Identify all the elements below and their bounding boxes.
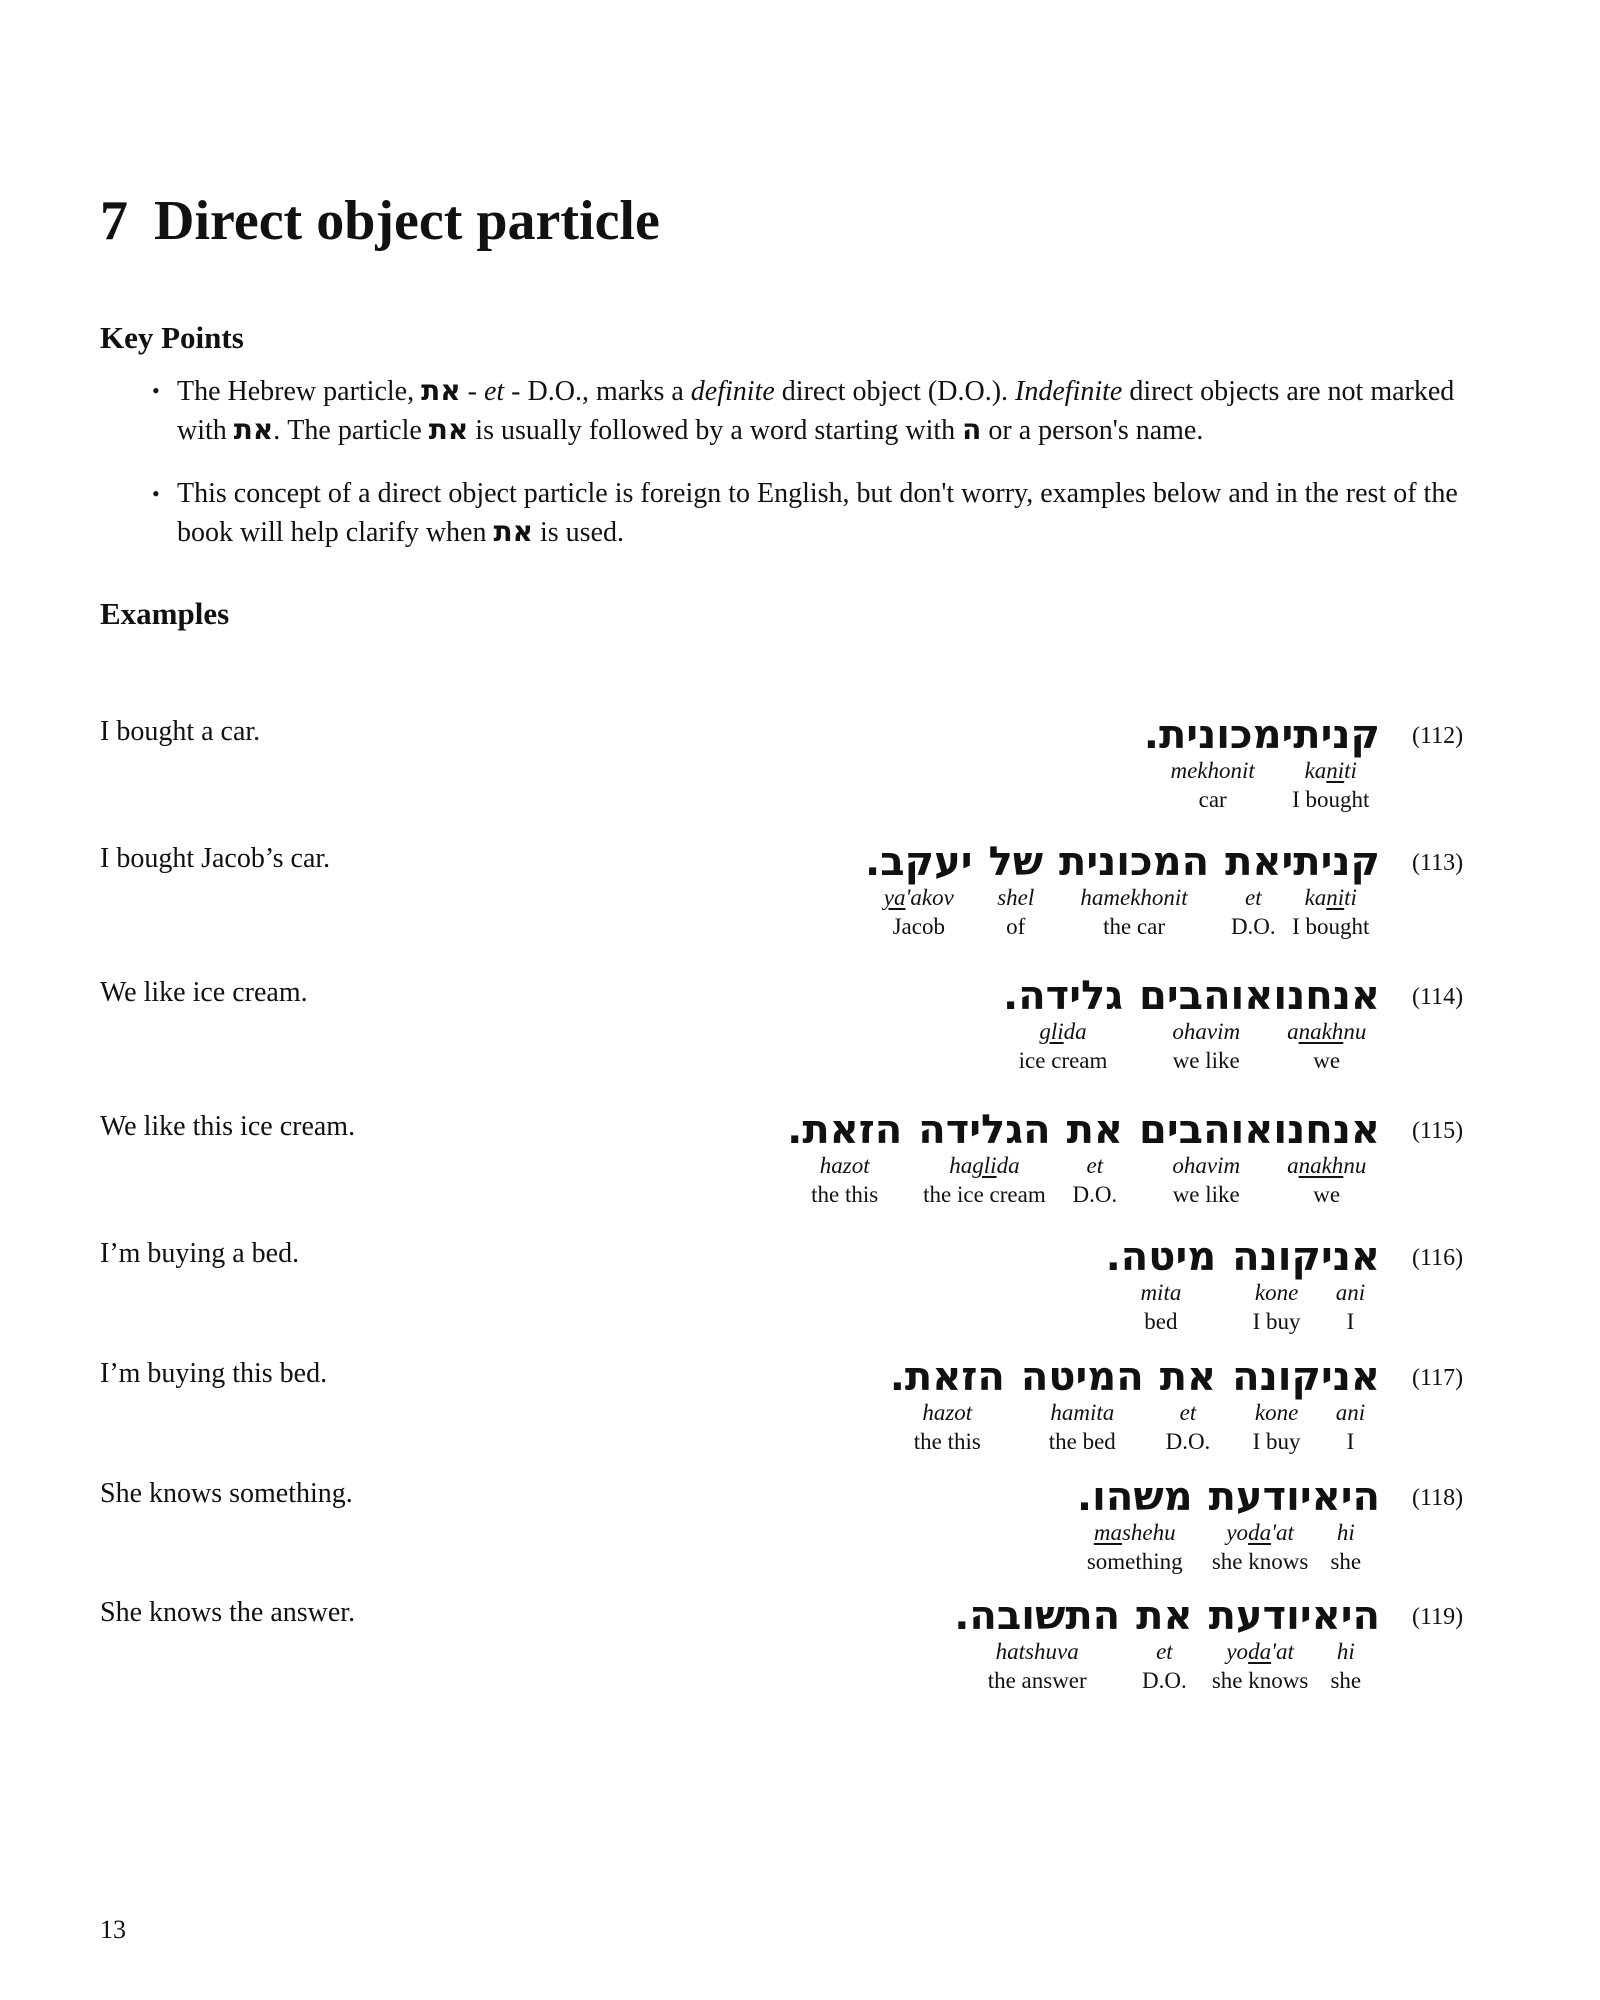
transliteration bbox=[1337, 1519, 1355, 1546]
gloss-word bbox=[1273, 974, 1380, 1076]
interlinear-gloss bbox=[987, 974, 1380, 1076]
transliteration-pre: a bbox=[1287, 1153, 1299, 1178]
gloss-word bbox=[1003, 974, 1123, 1076]
example-number: (117) bbox=[1412, 1365, 1464, 1391]
english-gloss: I buy bbox=[1252, 1429, 1301, 1454]
gloss-word bbox=[1136, 1594, 1192, 1696]
hebrew-word: קניתי bbox=[1281, 712, 1380, 758]
hebrew-word: התשובה. bbox=[954, 1593, 1121, 1639]
hebrew-word: הגלידה bbox=[918, 1107, 1051, 1153]
english-gloss: we bbox=[1313, 1048, 1341, 1073]
hebrew-word: המיטה bbox=[1020, 1354, 1144, 1400]
english-gloss: we like bbox=[1172, 1048, 1240, 1073]
gloss-word bbox=[1209, 1475, 1312, 1577]
english-gloss: the this bbox=[913, 1429, 981, 1454]
english-gloss: she knows bbox=[1211, 1549, 1309, 1574]
transliteration-stress: nakh bbox=[1298, 1153, 1344, 1178]
transliteration-pre: ohavim bbox=[1172, 1019, 1241, 1044]
english-gloss: she bbox=[1330, 1549, 1362, 1574]
english-gloss: I buy bbox=[1252, 1309, 1301, 1334]
gloss-word bbox=[1139, 974, 1273, 1076]
gloss-word bbox=[1160, 1355, 1216, 1457]
english-gloss: something bbox=[1086, 1549, 1183, 1574]
chapter-number: 7 bbox=[100, 190, 128, 252]
english-gloss: I bbox=[1346, 1429, 1355, 1454]
example-english: I’m buying a bed. bbox=[100, 1238, 300, 1269]
english-gloss: I bbox=[1346, 1309, 1355, 1334]
transliteration-pre: kone bbox=[1254, 1400, 1299, 1425]
gloss-word bbox=[1232, 1235, 1321, 1337]
bullet-icon: • bbox=[152, 481, 160, 506]
gloss-word bbox=[1059, 840, 1209, 942]
hebrew-word: קונה bbox=[1232, 1234, 1321, 1280]
hebrew-word: קניתי bbox=[1281, 839, 1380, 885]
transliteration bbox=[1305, 757, 1357, 784]
english-gloss: the ice cream bbox=[923, 1182, 1046, 1207]
hebrew-word: משהו. bbox=[1076, 1474, 1193, 1520]
transliteration-pre: hazot bbox=[819, 1153, 870, 1178]
interlinear-gloss bbox=[1061, 1475, 1380, 1577]
transliteration bbox=[1140, 1279, 1181, 1306]
transliteration bbox=[1156, 1638, 1173, 1665]
transliteration bbox=[1170, 757, 1254, 784]
gloss-word bbox=[989, 840, 1044, 942]
example-number: (119) bbox=[1412, 1604, 1464, 1630]
gloss-word bbox=[1144, 713, 1282, 815]
transliteration-stress: da bbox=[1248, 1639, 1272, 1664]
transliteration-stress: ma bbox=[1093, 1520, 1122, 1545]
gloss-word bbox=[1139, 1108, 1273, 1210]
english-gloss: D.O. bbox=[1165, 1429, 1211, 1454]
chapter-title-text: Direct object particle bbox=[154, 190, 660, 252]
transliteration bbox=[1287, 1152, 1366, 1179]
transliteration-post: shehu bbox=[1121, 1520, 1176, 1545]
transliteration-pre: hamekhonit bbox=[1080, 885, 1188, 910]
transliteration-post: ti bbox=[1344, 758, 1357, 783]
english-gloss: D.O. bbox=[1072, 1182, 1118, 1207]
transliteration-pre: ka bbox=[1304, 885, 1327, 910]
hebrew-particle: את bbox=[421, 374, 461, 407]
gloss-word bbox=[1321, 1235, 1380, 1337]
hebrew-particle: את bbox=[428, 413, 469, 446]
gloss-word bbox=[1067, 1108, 1123, 1210]
transliteration bbox=[1080, 884, 1187, 911]
hebrew-letter: ה bbox=[962, 413, 982, 446]
transliteration bbox=[1094, 1519, 1176, 1546]
transliteration-pre: hi bbox=[1336, 1639, 1355, 1664]
page-number: 13 bbox=[100, 1915, 126, 1944]
interlinear-gloss bbox=[771, 1108, 1380, 1210]
gloss-word bbox=[1106, 1235, 1217, 1337]
interlinear-gloss bbox=[874, 1355, 1380, 1457]
gloss-word bbox=[954, 1594, 1120, 1696]
interlinear-gloss bbox=[849, 840, 1380, 942]
english-gloss: Jacob bbox=[892, 914, 945, 939]
transliteration-pre: yo bbox=[1226, 1639, 1249, 1664]
transliteration-stress: ni bbox=[1326, 758, 1345, 783]
transliteration-stress: ni bbox=[1326, 885, 1345, 910]
example-number: (116) bbox=[1412, 1245, 1464, 1271]
hebrew-particle: את bbox=[493, 515, 533, 548]
hebrew-word: יודעת bbox=[1208, 1474, 1312, 1520]
transliteration-pre: et bbox=[1179, 1400, 1197, 1425]
transliteration bbox=[1226, 1638, 1294, 1665]
hebrew-word: הזאת. bbox=[787, 1107, 903, 1153]
hebrew-word: אנחנו bbox=[1273, 973, 1380, 1019]
transliteration bbox=[997, 884, 1034, 911]
transliteration bbox=[1172, 1152, 1240, 1179]
gloss-word bbox=[1077, 1475, 1193, 1577]
transliteration-post: nu bbox=[1343, 1153, 1367, 1178]
english-gloss: the bed bbox=[1048, 1429, 1116, 1454]
transliteration bbox=[996, 1638, 1079, 1665]
gloss-word bbox=[1312, 1594, 1380, 1696]
example-english: We like ice cream. bbox=[100, 977, 308, 1008]
gloss-word bbox=[1232, 1355, 1321, 1457]
hebrew-word: אוהבים bbox=[1139, 973, 1274, 1019]
gloss-word bbox=[1312, 1475, 1380, 1577]
transliteration bbox=[1245, 884, 1262, 911]
transliteration bbox=[1039, 1018, 1086, 1045]
example-number: (115) bbox=[1412, 1118, 1464, 1144]
transliteration-pre: yo bbox=[1226, 1520, 1249, 1545]
hebrew-word: של bbox=[988, 839, 1044, 885]
gloss-word bbox=[1209, 1594, 1312, 1696]
english-gloss: D.O. bbox=[1230, 914, 1276, 939]
example-number: (112) bbox=[1412, 723, 1464, 749]
hebrew-word: את bbox=[1066, 1107, 1124, 1153]
gloss-word bbox=[1321, 1355, 1380, 1457]
transliteration bbox=[922, 1399, 972, 1426]
hebrew-word: יעקב. bbox=[865, 839, 973, 885]
transliteration-post: 'at bbox=[1271, 1639, 1294, 1664]
transliteration-pre: mita bbox=[1140, 1280, 1182, 1305]
examples-heading: Examples bbox=[100, 596, 230, 631]
english-gloss: the this bbox=[811, 1182, 879, 1207]
hebrew-particle: את bbox=[233, 413, 274, 446]
example-english: I bought Jacob’s car. bbox=[100, 843, 331, 874]
hebrew-word: המכונית bbox=[1059, 839, 1210, 885]
transliteration bbox=[1050, 1399, 1114, 1426]
gloss-word bbox=[787, 1108, 902, 1210]
transliteration bbox=[1336, 1399, 1365, 1426]
transliteration bbox=[1287, 1018, 1366, 1045]
example-number: (113) bbox=[1412, 850, 1464, 876]
interlinear-gloss bbox=[938, 1594, 1380, 1696]
transliteration-pre: hazot bbox=[922, 1400, 973, 1425]
interlinear-gloss bbox=[1090, 1235, 1380, 1337]
gloss-word bbox=[1225, 840, 1281, 942]
english-gloss: the answer bbox=[987, 1668, 1087, 1693]
transliteration-post: nu bbox=[1343, 1019, 1367, 1044]
hebrew-word: היא bbox=[1311, 1474, 1380, 1520]
english-gloss: I bought bbox=[1292, 914, 1370, 939]
gloss-word bbox=[1021, 1355, 1144, 1457]
english-gloss: the car bbox=[1103, 914, 1166, 939]
transliteration bbox=[820, 1152, 870, 1179]
gloss-word bbox=[918, 1108, 1050, 1210]
transliteration-stress: nakh bbox=[1298, 1019, 1344, 1044]
transliteration-post: 'at bbox=[1271, 1520, 1294, 1545]
transliteration-pre: et bbox=[1245, 885, 1262, 910]
transliteration-stress: da bbox=[1248, 1520, 1272, 1545]
english-gloss: ice cream bbox=[1018, 1048, 1108, 1073]
transliteration-pre: a bbox=[1287, 1019, 1299, 1044]
hebrew-word: אנחנו bbox=[1273, 1107, 1380, 1153]
transliteration bbox=[1305, 884, 1357, 911]
example-number: (118) bbox=[1412, 1485, 1464, 1511]
example-english: I’m buying this bed. bbox=[100, 1358, 328, 1389]
transliteration-stress: gli bbox=[1039, 1019, 1064, 1044]
english-gloss: she bbox=[1330, 1668, 1362, 1693]
transliteration-post: 'akov bbox=[905, 885, 954, 910]
transliteration-pre: mekhonit bbox=[1170, 758, 1255, 783]
transliteration-pre: hamita bbox=[1050, 1400, 1115, 1425]
gloss-word bbox=[1273, 1108, 1380, 1210]
gloss-word bbox=[865, 840, 972, 942]
key-point-item: • This concept of a direct object particle is foreign to English, but don't worry, examples below and in the rest of the book will help clarify when את is used. bbox=[100, 475, 1500, 552]
transliteration bbox=[1255, 1399, 1298, 1426]
key-points-list bbox=[100, 372, 1500, 577]
transliteration-pre: shel bbox=[997, 885, 1035, 910]
example-english: We like this ice cream. bbox=[100, 1111, 356, 1142]
chapter-title bbox=[100, 188, 660, 254]
english-gloss: we bbox=[1313, 1182, 1341, 1207]
transliteration bbox=[1180, 1399, 1197, 1426]
english-gloss: D.O. bbox=[1142, 1668, 1187, 1693]
english-gloss: we like bbox=[1172, 1182, 1240, 1207]
hebrew-word: אני bbox=[1320, 1234, 1380, 1280]
transliteration bbox=[1336, 1279, 1365, 1306]
hebrew-word: היא bbox=[1311, 1593, 1380, 1639]
hebrew-word: מיטה. bbox=[1105, 1234, 1217, 1280]
transliteration-pre: hatshuva bbox=[995, 1639, 1079, 1664]
bullet-icon: • bbox=[152, 378, 160, 403]
key-point-item: • The Hebrew particle, את - et - D.O., marks a definite direct object (D.O.). Indefinite direct objects are not marked with את. The particle את is usually followed by a word starting with ה or a person's name. bbox=[152, 374, 1455, 446]
hebrew-word: יודעת bbox=[1208, 1593, 1312, 1639]
english-gloss: car bbox=[1198, 787, 1227, 812]
gloss-word bbox=[1282, 840, 1380, 942]
transliteration-pre: ani bbox=[1335, 1400, 1366, 1425]
english-gloss: she knows bbox=[1211, 1668, 1309, 1693]
key-points-heading: Key Points bbox=[100, 320, 244, 355]
transliteration bbox=[1255, 1279, 1298, 1306]
example-english: She knows the answer. bbox=[100, 1597, 356, 1628]
hebrew-word: את bbox=[1159, 1354, 1217, 1400]
example-english: She knows something. bbox=[100, 1478, 353, 1509]
transliteration bbox=[1226, 1519, 1294, 1546]
transliteration-pre: et bbox=[1156, 1639, 1173, 1664]
gloss-word bbox=[890, 1355, 1005, 1457]
hebrew-word: גלידה. bbox=[1003, 973, 1124, 1019]
transliteration bbox=[1337, 1638, 1355, 1665]
transliteration-stress: gli bbox=[972, 1153, 997, 1178]
english-gloss: of bbox=[1006, 914, 1026, 939]
transliteration bbox=[884, 884, 954, 911]
transliteration-stress: ya bbox=[883, 885, 906, 910]
interlinear-gloss bbox=[1128, 713, 1380, 815]
english-gloss: bed bbox=[1144, 1309, 1178, 1334]
transliteration bbox=[1172, 1018, 1240, 1045]
transliteration-pre: et bbox=[1086, 1153, 1104, 1178]
transliteration-pre: ani bbox=[1335, 1280, 1366, 1305]
english-gloss: I bought bbox=[1292, 787, 1370, 812]
transliteration-pre: ohavim bbox=[1172, 1153, 1241, 1178]
hebrew-word: קונה bbox=[1232, 1354, 1321, 1400]
transliteration-pre: ka bbox=[1304, 758, 1327, 783]
transliteration-pre: ha bbox=[949, 1153, 973, 1178]
transliteration-post: da bbox=[1063, 1019, 1087, 1044]
transliteration-pre: hi bbox=[1336, 1520, 1355, 1545]
example-number: (114) bbox=[1412, 984, 1464, 1010]
example-english: I bought a car. bbox=[100, 716, 261, 747]
gloss-word bbox=[1282, 713, 1380, 815]
hebrew-word: אני bbox=[1320, 1354, 1380, 1400]
hebrew-word: את bbox=[1136, 1593, 1193, 1639]
hebrew-word: אוהבים bbox=[1139, 1107, 1274, 1153]
transliteration-pre: kone bbox=[1254, 1280, 1299, 1305]
transliteration-post: ti bbox=[1344, 885, 1357, 910]
transliteration bbox=[949, 1152, 1019, 1179]
hebrew-word: הזאת. bbox=[889, 1354, 1005, 1400]
hebrew-word: מכונית. bbox=[1143, 712, 1282, 758]
transliteration-post: da bbox=[996, 1153, 1020, 1178]
transliteration bbox=[1087, 1152, 1104, 1179]
hebrew-word: את bbox=[1225, 839, 1282, 885]
